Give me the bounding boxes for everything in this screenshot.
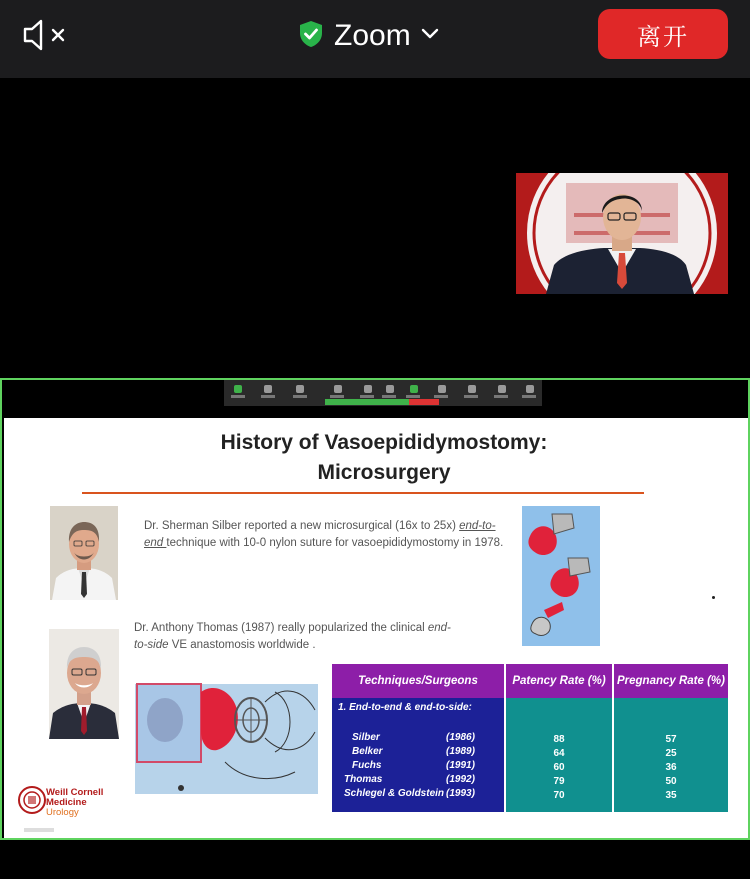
table-header-pregnancy: Pregnancy Rate (%) (614, 664, 728, 698)
thomas-description: Dr. Anthony Thomas (1987) really popularized the clinical end-to-side VE anastomosis worldwide . (134, 622, 451, 651)
presentation-slide (4, 418, 748, 838)
end-to-end-anastomosis-illustration (522, 506, 600, 646)
logo-text: Weill Cornell Medicine Urology (46, 787, 104, 818)
table-row-pregnancy: 50 (665, 776, 677, 787)
portrait-silber (50, 506, 118, 600)
shield-check-icon (298, 20, 324, 53)
table-row-year: (1991) (446, 760, 475, 771)
meeting-title[interactable] (298, 16, 439, 56)
shared-screen[interactable] (0, 378, 750, 840)
outcomes-table (332, 664, 728, 812)
title-divider (82, 492, 644, 494)
table-row-surgeon: Belker (352, 746, 383, 757)
slide-title: History of Vasoepididymostomy: Microsurgery (220, 431, 548, 484)
table-row-pregnancy: 35 (665, 790, 677, 801)
table-row-patency: 70 (553, 790, 565, 801)
table-row-pregnancy: 25 (665, 748, 677, 759)
meeting-title-text: Zoom (334, 19, 411, 52)
silber-description: Dr. Sherman Silber reported a new microsurgical (16x to 25x) end-to-end technique with 10-0 nylon suture for vasoepididymostomy in 1978. (144, 520, 504, 549)
table-row-year: (1993) (446, 788, 475, 799)
table-row-surgeon: Thomas (344, 774, 383, 785)
chevron-down-icon (421, 27, 439, 45)
leave-meeting-button[interactable]: 离开 (598, 9, 728, 59)
table-section-label: 1. End-to-end & end-to-side: (338, 702, 472, 713)
table-header-patency: Patency Rate (%) (506, 664, 612, 698)
table-header-technique: Techniques/Surgeons (332, 664, 504, 698)
table-row-patency: 88 (553, 734, 565, 745)
table-row-patency: 79 (553, 776, 565, 787)
seal-icon (18, 786, 46, 814)
table-row-patency: 64 (553, 748, 565, 759)
table-row-pregnancy: 57 (665, 734, 677, 745)
table-row-surgeon: Schlegel & Goldstein (344, 788, 445, 799)
portrait-thomas (49, 629, 119, 739)
meeting-top-bar (0, 0, 750, 78)
sharing-banner-thumbnail (325, 399, 439, 405)
table-row-pregnancy: 36 (665, 762, 677, 773)
participant-video-tile[interactable] (516, 173, 728, 294)
table-row-year: (1989) (446, 746, 475, 757)
table-row-year: (1986) (446, 732, 475, 743)
participant-video-image (516, 173, 728, 294)
table-row-year: (1992) (446, 774, 475, 785)
slide-footer-mark (24, 828, 54, 832)
speaker-muted-icon[interactable] (22, 18, 68, 52)
table-row-surgeon: Silber (352, 732, 380, 743)
table-row-patency: 60 (553, 762, 565, 773)
slide-dot (712, 596, 715, 599)
end-to-side-anastomosis-diagram (135, 662, 318, 794)
table-row-surgeon: Fuchs (352, 760, 382, 771)
